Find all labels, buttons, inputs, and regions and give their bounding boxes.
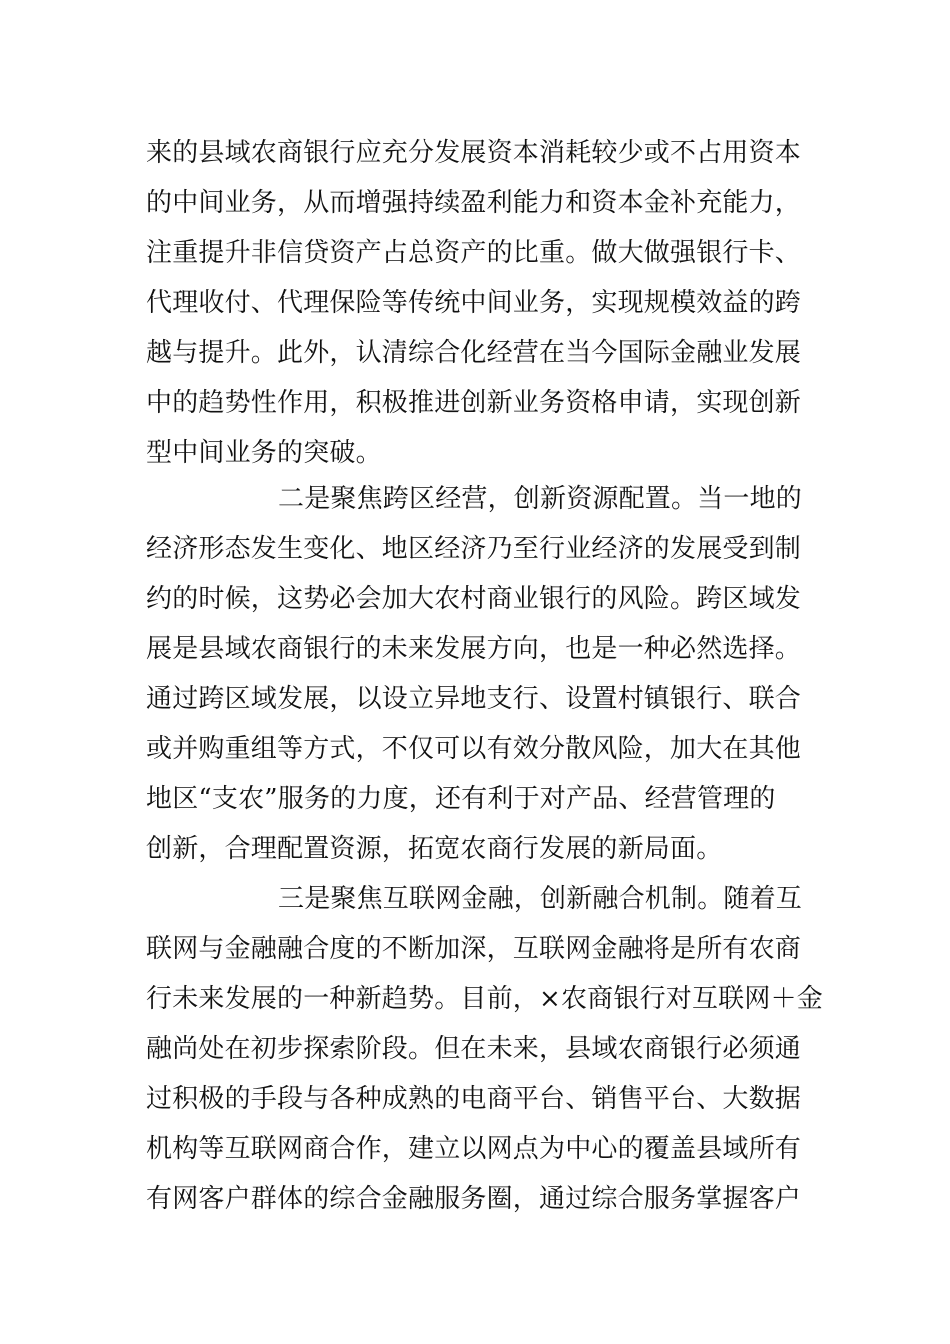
paragraph-internet-finance — [146, 874, 823, 1224]
text-line: 过积极的手段与各种成熟的电商平台、销售平台、大数据 — [146, 1084, 802, 1114]
text-line: 代理收付、代理保险等传统中间业务，实现规模效益的跨 — [146, 288, 802, 318]
text-line: 约的时候，这势必会加大农村商业银行的风险。跨区域发 — [146, 584, 802, 614]
text-line: 经济形态发生变化、地区经济乃至行业经济的发展受到制 — [146, 534, 802, 564]
text-line: 机构等互联网商合作，建立以网点为中心的覆盖县域所有 — [146, 1134, 802, 1164]
paragraph-intermediate-business — [146, 128, 810, 478]
text-line-indented: 二是聚焦跨区经营，创新资源配置。当一地的 — [278, 484, 803, 514]
text-line: 展是县域农商银行的未来发展方向，也是一种必然选择。 — [146, 634, 802, 664]
text-line: 通过跨区域发展，以设立异地支行、设置村镇银行、联合 — [146, 684, 802, 714]
paragraph-cross-region-operation — [146, 474, 810, 874]
text-line: 创新，合理配置资源，拓宽农商行发展的新局面。 — [146, 834, 723, 864]
text-line: 来的县域农商银行应充分发展资本消耗较少或不占用资本 — [146, 138, 802, 168]
text-line: 联网与金融融合度的不断加深，互联网金融将是所有农商 — [146, 934, 802, 964]
text-line: 融尚处在初步探索阶段。但在未来，县域农商银行必须通 — [146, 1034, 802, 1064]
text-line-indented: 三是聚焦互联网金融，创新融合机制。随着互 — [278, 884, 803, 914]
text-line: 或并购重组等方式，不仅可以有效分散风险，加大在其他 — [146, 734, 802, 764]
text-line: 的中间业务，从而增强持续盈利能力和资本金补充能力， — [146, 188, 802, 218]
text-line: 注重提升非信贷资产占总资产的比重。做大做强银行卡、 — [146, 238, 802, 268]
text-line: 越与提升。此外，认清综合化经营在当今国际金融业发展 — [146, 338, 802, 368]
text-line: 有网客户群体的综合金融服务圈，通过综合服务掌握客户 — [146, 1184, 802, 1214]
text-line: 地区“支农”服务的力度，还有利于对产品、经营管理的 — [146, 784, 776, 814]
text-line: 型中间业务的突破。 — [146, 438, 382, 468]
text-line: 中的趋势性作用，积极推进创新业务资格申请，实现创新 — [146, 388, 802, 418]
text-line: 行未来发展的一种新趋势。目前，×农商银行对互联网＋金 — [146, 984, 823, 1014]
